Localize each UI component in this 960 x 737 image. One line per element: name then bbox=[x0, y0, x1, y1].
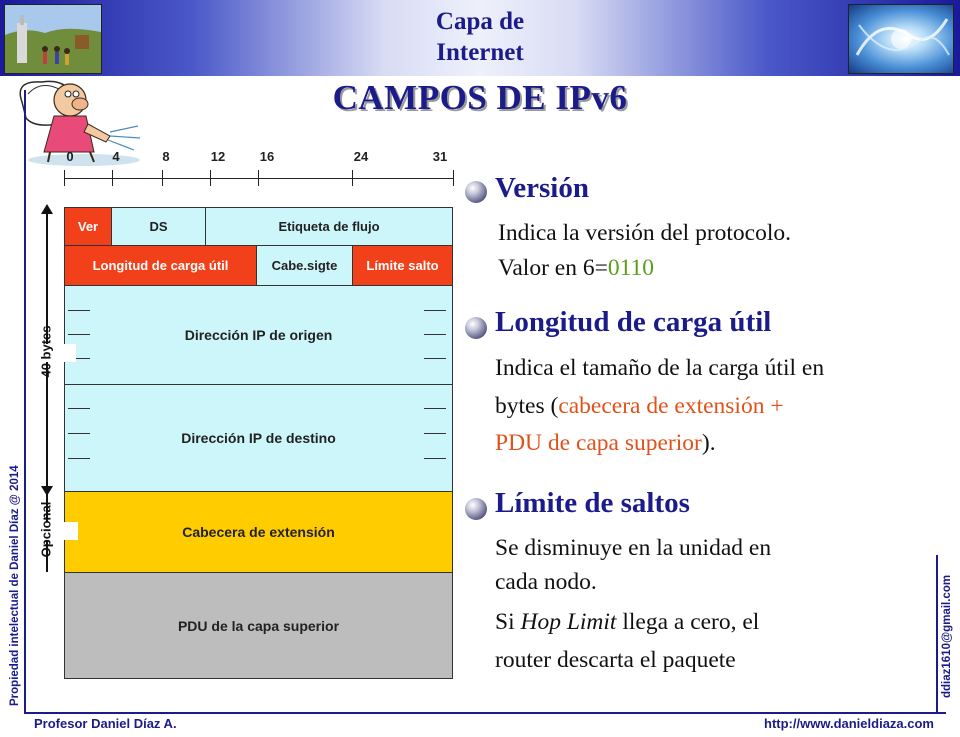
word-separator bbox=[68, 334, 90, 335]
field-extension-header: Cabecera de extensión bbox=[64, 491, 453, 573]
label-optional: Opcional bbox=[38, 501, 54, 558]
word-separator bbox=[424, 358, 446, 359]
word-separator bbox=[68, 458, 90, 459]
field-flow-label: Etiqueta de flujo bbox=[205, 207, 453, 246]
ruler-tick bbox=[64, 170, 65, 186]
section-hop-title: Límite de saltos bbox=[495, 487, 690, 519]
bit-label-16: 16 bbox=[259, 149, 275, 164]
field-version: Ver bbox=[64, 207, 112, 246]
field-payload-length: Longitud de carga útil bbox=[64, 245, 257, 286]
bit-label-8: 8 bbox=[162, 149, 170, 164]
bit-label-4: 4 bbox=[112, 149, 120, 164]
word-separator bbox=[424, 458, 446, 459]
bit-ruler bbox=[64, 178, 454, 179]
slide-title: CAMPOS DE IPv6 bbox=[332, 78, 628, 117]
frame-line bbox=[936, 555, 938, 712]
field-source-address: Dirección IP de origen bbox=[64, 285, 453, 385]
label-40-bytes: 40 bytes bbox=[38, 325, 54, 378]
section-hop-line1: Se disminuye en la unidad en bbox=[495, 535, 772, 561]
section-hop-line3: Si Hop Limit llega a cero, el bbox=[495, 609, 760, 635]
bullet-icon bbox=[465, 498, 487, 520]
bit-label-24: 24 bbox=[353, 149, 369, 164]
bit-label-0: 0 bbox=[66, 149, 74, 164]
word-separator bbox=[424, 408, 446, 409]
word-separator bbox=[424, 334, 446, 335]
section-version-line2: Valor en 6=0110 bbox=[498, 255, 654, 281]
word-separator bbox=[68, 310, 90, 311]
section-payload-line2: bytes (cabecera de extensión + bbox=[495, 393, 784, 419]
section-payload-title: Longitud de carga útil bbox=[495, 306, 772, 338]
bit-label-12: 12 bbox=[210, 149, 226, 164]
field-upper-layer-pdu: PDU de la capa superior bbox=[64, 572, 453, 679]
frame-line bbox=[24, 712, 946, 714]
section-payload-line3: PDU de capa superior). bbox=[495, 430, 716, 456]
bullet-icon bbox=[465, 317, 487, 339]
version-value: 0110 bbox=[607, 255, 654, 281]
ruler-tick bbox=[162, 170, 163, 186]
ruler-tick bbox=[112, 170, 113, 186]
word-separator bbox=[424, 433, 446, 434]
bit-label-31: 31 bbox=[432, 149, 448, 164]
bullet-icon bbox=[465, 181, 487, 203]
ruler-tick bbox=[352, 170, 353, 186]
section-hop-line2: cada nodo. bbox=[495, 569, 597, 595]
section-hop-line4: router descarta el paquete bbox=[495, 647, 736, 673]
field-ds: DS bbox=[111, 207, 206, 246]
word-separator bbox=[424, 310, 446, 311]
header-title-line1: Capa de bbox=[435, 8, 525, 35]
arrow-up-icon bbox=[41, 204, 53, 216]
section-version-title: Versión bbox=[495, 172, 589, 204]
word-separator bbox=[68, 408, 90, 409]
field-next-header: Cabe.sigte bbox=[256, 245, 353, 286]
email-vertical: ddiaz1610@gmail.com bbox=[941, 574, 953, 698]
footer-author: Profesor Daniel Díaz A. bbox=[34, 716, 177, 731]
ruler-tick bbox=[258, 170, 259, 186]
section-version-line1: Indica la versión del protocolo. bbox=[498, 220, 792, 246]
frame-line bbox=[24, 90, 26, 712]
word-separator bbox=[68, 433, 90, 434]
ruler-tick bbox=[210, 170, 211, 186]
copyright-vertical: Propiedad intelectual de Daniel Díaz @ 2014 bbox=[9, 465, 21, 706]
field-destination-address: Dirección IP de destino bbox=[64, 384, 453, 492]
section-payload-line1: Indica el tamaño de la carga útil en bbox=[495, 355, 825, 381]
thinking-man-illustration bbox=[14, 74, 144, 170]
footer-url: http://www.danieldiaza.com bbox=[764, 716, 934, 731]
ruler-tick bbox=[453, 170, 454, 186]
header-title bbox=[0, 6, 960, 68]
header-title-line2: Internet bbox=[436, 39, 524, 66]
field-hop-limit: Límite salto bbox=[352, 245, 453, 286]
